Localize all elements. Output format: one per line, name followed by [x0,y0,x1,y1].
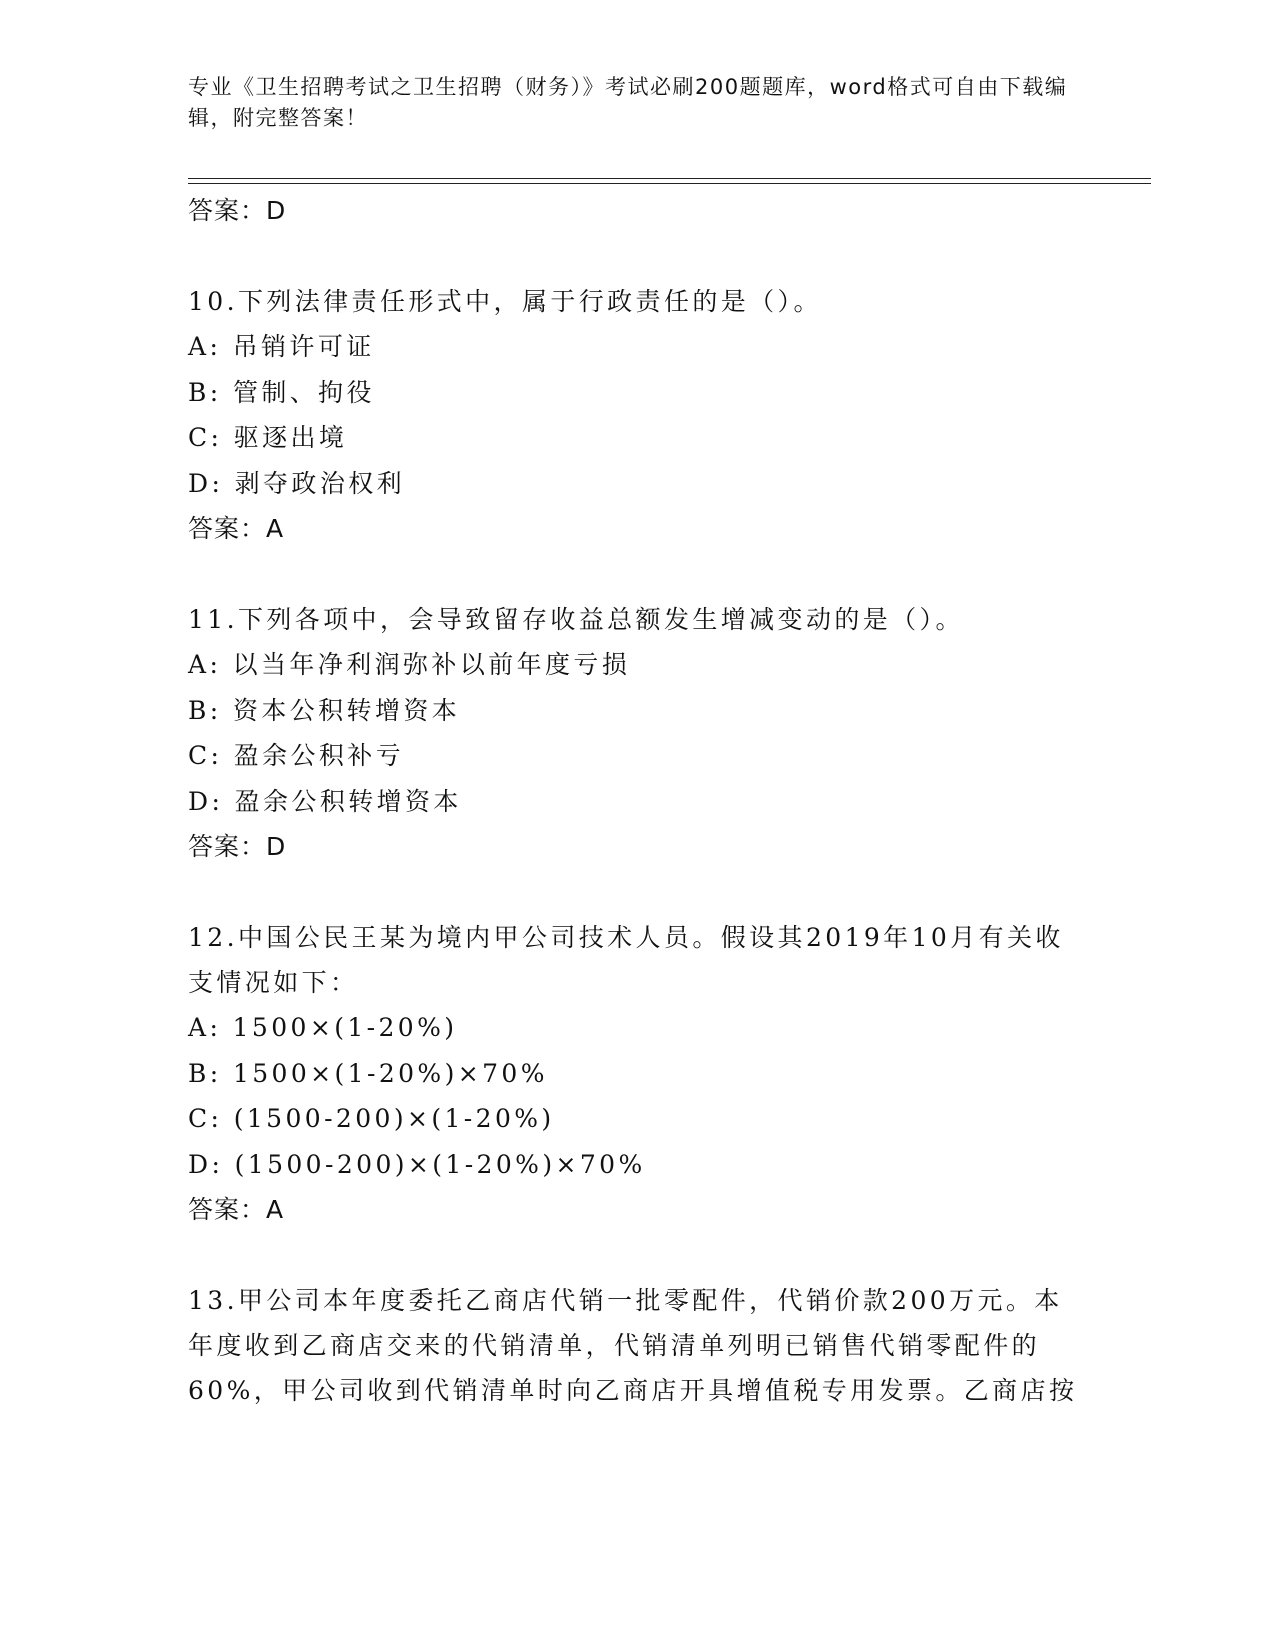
answer-line: 答案：D [188,196,287,225]
option-a: A: 吊销许可证 [188,332,375,361]
option-c: C: (1500-200)×(1-20%) [188,1104,555,1133]
document-header: 专业《卫生招聘考试之卫生招聘（财务）》考试必刷200题题库，word格式可自由下载编辑，附完整答案！ [188,75,1068,130]
option-c: C: 驱逐出境 [188,423,348,452]
option-a: A: 以当年净利润弥补以前年度亏损 [188,650,631,679]
question-text: 13.甲公司本年度委托乙商店代销一批零配件，代销价款200万元。本年度收到乙商店交来的代销清单，代销清单列明已销售代销零配件的60%，甲公司收到代销清单时向乙商店开具增值税专用发票。乙商店按 [188,1286,1078,1405]
option-d: D: (1500-200)×(1-20%)×70% [188,1149,646,1179]
option-d: D: 盈余公积转增资本 [188,786,462,816]
option-b: B: 1500×(1-20%)×70% [188,1058,548,1088]
question-list [188,188,1088,1413]
question-text: 11.下列各项中，会导致留存收益总额发生增减变动的是（）。 [188,605,964,634]
question-block [188,279,1088,551]
question-block [188,597,1088,869]
option-b: B: 资本公积转增资本 [188,695,461,725]
option-b: B: 管制、拘役 [188,377,375,407]
answer-line: 答案：A [188,1195,285,1224]
option-c: C: 盈余公积补亏 [188,741,405,770]
question-text: 12.中国公民王某为境内甲公司技术人员。假设其2019年10月有关收支情况如下： [188,923,1064,997]
answer-line: 答案：A [188,514,285,543]
option-a: A: 1500×(1-20%) [188,1013,458,1042]
question-block [188,1278,1088,1413]
header-rule-top [188,178,1151,179]
header-rule-bottom [188,183,1151,184]
question-text: 10.下列法律责任形式中，属于行政责任的是（）。 [188,287,822,316]
question-block [188,915,1088,1232]
answer-line: 答案：D [188,832,287,861]
option-d: D: 剥夺政治权利 [188,468,406,498]
